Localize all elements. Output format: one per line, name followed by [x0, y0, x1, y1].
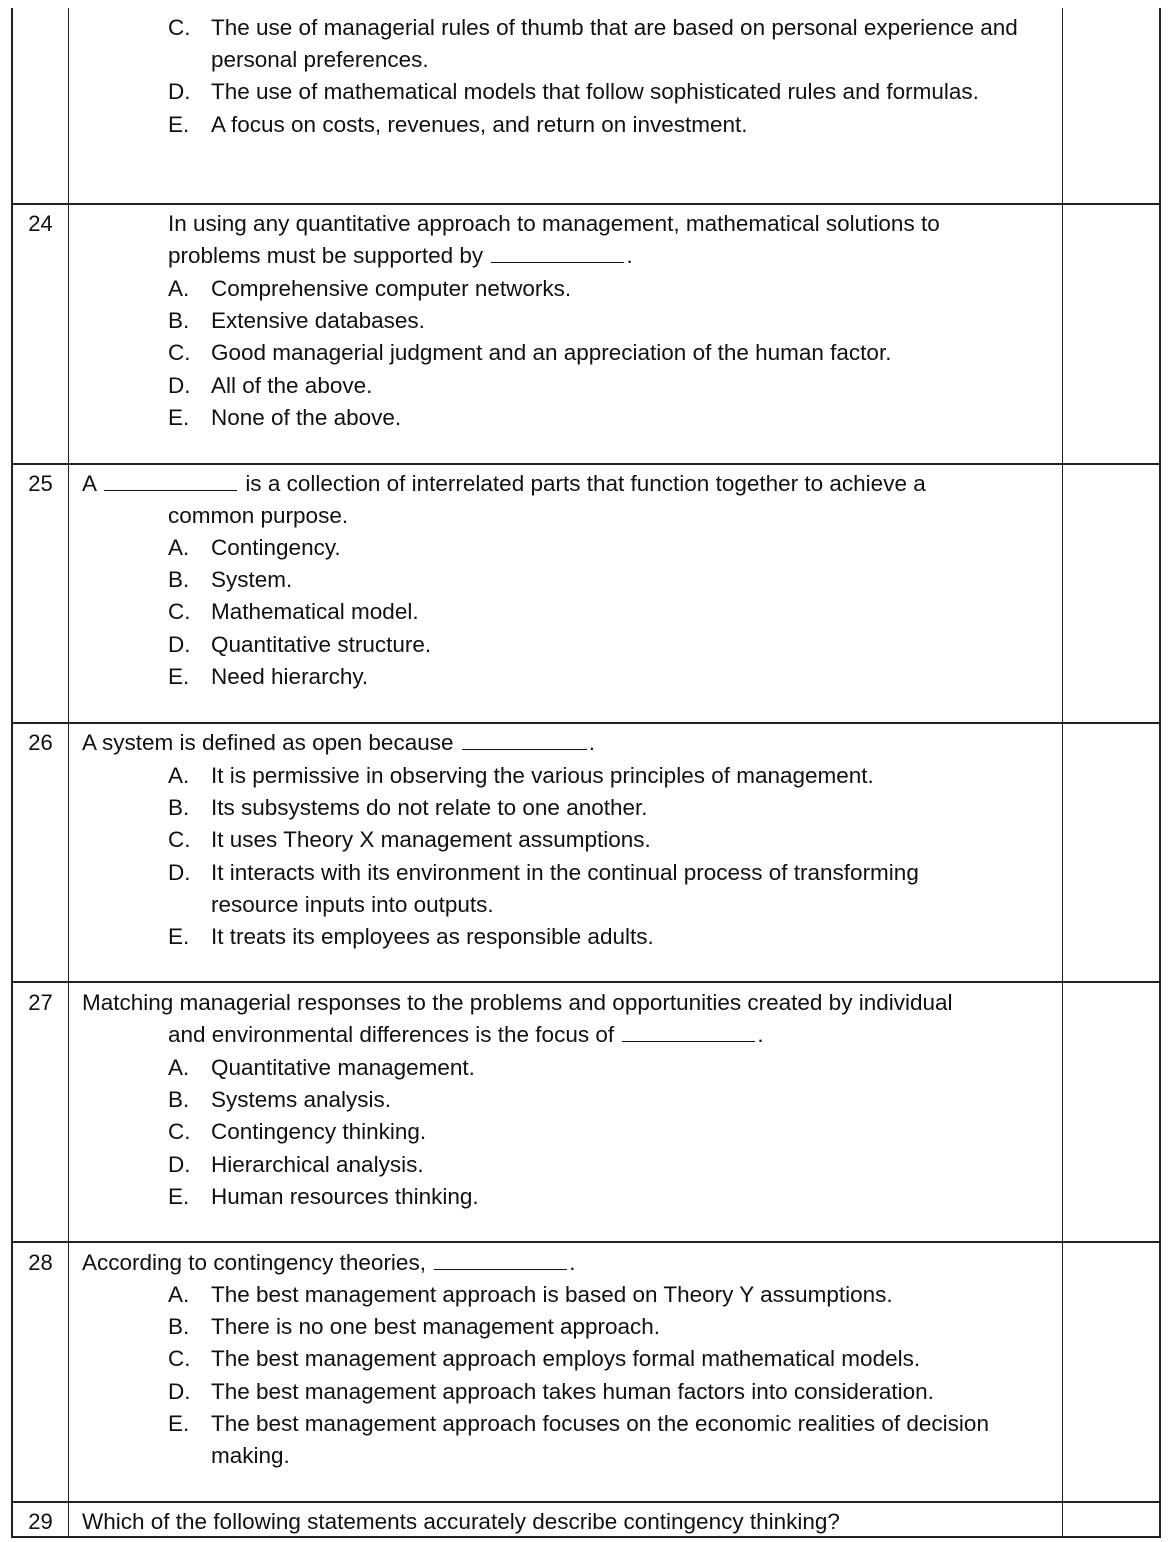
option-d: D. The best management approach takes human factors into consideration. — [168, 1378, 934, 1404]
option-e: E. Human resources thinking. — [168, 1183, 479, 1209]
option-e: E. A focus on costs, revenues, and return on investment. — [168, 111, 748, 137]
answer-blank — [622, 1019, 755, 1042]
option-c: C. Mathematical model. — [168, 599, 419, 625]
option-b: B. Systems analysis. — [168, 1087, 392, 1113]
row-divider — [13, 722, 1159, 724]
question-stem-line1: Which of the following statements accurately describe contingency thinking? — [82, 1509, 840, 1534]
options-list — [168, 273, 1051, 434]
options-list — [168, 12, 1051, 141]
row-divider — [13, 463, 1159, 465]
question-stem-line1: A is a collection of interrelated parts that function together to achieve a — [82, 468, 926, 500]
column-divider-number — [68, 8, 69, 1536]
row-divider — [13, 1501, 1159, 1503]
row-divider — [13, 1241, 1159, 1243]
option-a: A. Comprehensive computer networks. — [168, 276, 572, 301]
option-e: E. The best management approach focuses on the economic realities of decision making. — [168, 1410, 989, 1469]
option-a: A. Contingency. — [168, 535, 341, 560]
answer-blank — [491, 240, 624, 263]
option-b: B. There is no one best management approach. — [168, 1314, 661, 1340]
option-a: A. It is permissive in observing the various principles of management. — [168, 763, 874, 788]
question-stem-line1: A system is defined as open because . — [82, 727, 595, 759]
option-c: C. It uses Theory X management assumptions. — [168, 827, 651, 853]
option-a: A. Quantitative management. — [168, 1055, 475, 1080]
question-stem-line1: In using any quantitative approach to management, mathematical solutions to — [168, 211, 940, 236]
question-number: 24 — [28, 211, 53, 236]
question-stem-line1: According to contingency theories, . — [82, 1247, 575, 1279]
option-b: B. Its subsystems do not relate to one another. — [168, 795, 648, 821]
option-c: C. Good managerial judgment and an appreciation of the human factor. — [168, 340, 892, 366]
option-d: D. It interacts with its environment in the continual process of transforming resource inputs into outputs. — [168, 859, 919, 917]
column-divider-answer — [1062, 8, 1063, 1536]
option-d: D. Hierarchical analysis. — [168, 1151, 424, 1177]
option-c: C. Contingency thinking. — [168, 1119, 427, 1145]
row-divider — [13, 203, 1159, 205]
question-number: 27 — [28, 990, 53, 1015]
option-e: E. It treats its employees as responsible adults. — [168, 924, 654, 950]
question-stem-line2: and environmental differences is the focus of . — [168, 1019, 764, 1051]
option-b: B. Extensive databases. — [168, 308, 425, 334]
row-divider — [13, 981, 1159, 983]
option-d: D. All of the above. — [168, 372, 373, 398]
option-e: E. Need hierarchy. — [168, 663, 369, 689]
option-d: D. Quantitative structure. — [168, 631, 432, 657]
question-number: 29 — [28, 1509, 53, 1534]
question-stem-line2: common purpose. — [168, 503, 349, 528]
question-number: 25 — [28, 471, 53, 496]
options-list — [168, 532, 1051, 693]
answer-blank — [462, 727, 587, 750]
options-list — [168, 760, 1051, 953]
option-c: C. The best management approach employs formal mathematical models. — [168, 1346, 921, 1372]
options-list — [168, 1279, 1051, 1472]
option-a: A. The best management approach is based on Theory Y assumptions. — [168, 1282, 893, 1307]
option-b: B. System. — [168, 567, 293, 593]
question-table — [11, 8, 1161, 1538]
option-e: E. None of the above. — [168, 404, 402, 430]
answer-blank — [434, 1247, 567, 1270]
question-number: 28 — [28, 1250, 53, 1275]
question-stem-line1: Matching managerial responses to the problems and opportunities created by individual — [82, 990, 953, 1015]
options-list — [168, 1052, 1051, 1213]
question-stem-line2: problems must be supported by . — [168, 240, 633, 272]
option-c: C. The use of managerial rules of thumb that are based on personal experience and personal preferences. — [168, 15, 1018, 73]
answer-blank — [104, 468, 237, 491]
question-number: 26 — [28, 730, 53, 755]
option-d: D. The use of mathematical models that follow sophisticated rules and formulas. — [168, 79, 979, 105]
